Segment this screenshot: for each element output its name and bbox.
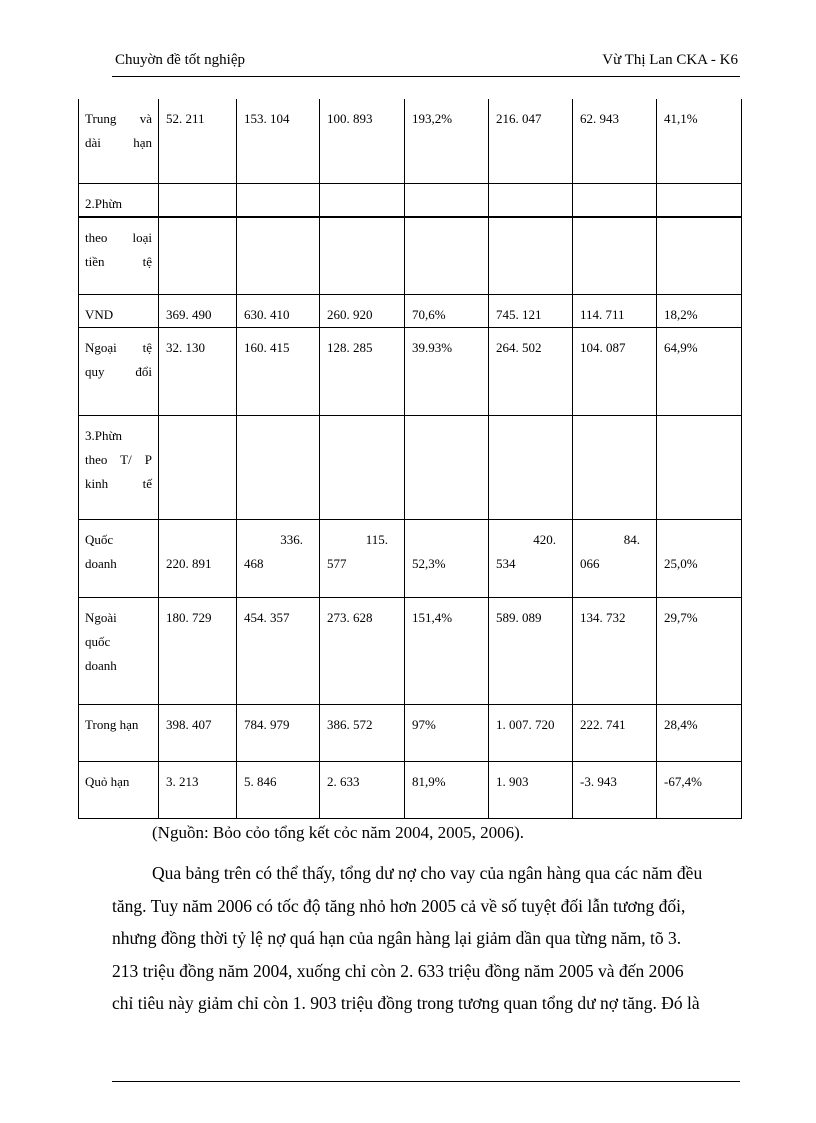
row-label-line: tiền tệ <box>85 253 152 269</box>
table-cell: 128. 285 <box>320 328 405 416</box>
table-cell <box>657 416 742 520</box>
table-cell: 1. 903 <box>489 762 573 819</box>
row-label-line: theo loại <box>85 229 152 245</box>
table-cell <box>405 416 489 520</box>
table-cell: 97% <box>405 705 489 762</box>
table-cell <box>159 217 237 295</box>
row-label-line: 3.Phừn <box>85 428 123 443</box>
row-label <box>79 762 159 819</box>
row-label <box>79 598 159 705</box>
table-cell <box>159 416 237 520</box>
table-row <box>79 705 742 762</box>
row-label <box>79 183 159 217</box>
table-cell: 260. 920 <box>320 295 405 328</box>
table-row <box>79 328 742 416</box>
table-cell <box>489 416 573 520</box>
paragraph-line: nhưng đồng thời tỷ lệ nợ quá hạn của ngân hàng lại giảm dần qua từng năm, tõ 3. <box>112 928 682 948</box>
table-cell: 264. 502 <box>489 328 573 416</box>
table-cell: 5. 846 <box>237 762 320 819</box>
row-label-line: quốc <box>85 634 111 649</box>
table-cell: 52,3% <box>405 520 489 598</box>
table-cell: 100. 893 <box>320 99 405 183</box>
body-paragraph <box>112 857 742 1020</box>
table-cell <box>159 183 237 217</box>
table-cell: -3. 943 <box>573 762 657 819</box>
loan-table <box>78 99 742 819</box>
table-cell-part: 115. <box>365 532 388 547</box>
table-cell: 28,4% <box>657 705 742 762</box>
table-cell <box>405 217 489 295</box>
table-cell <box>489 183 573 217</box>
table-cell: 41,1% <box>657 99 742 183</box>
table-row <box>79 520 742 598</box>
row-label-line: 2.Phừn <box>85 195 123 211</box>
table-cell: 153. 104 <box>237 99 320 183</box>
table-cell <box>573 217 657 295</box>
table-cell <box>657 183 742 217</box>
row-label-line: Quốc <box>85 532 114 547</box>
table-cell: 70,6% <box>405 295 489 328</box>
row-label-line: dài hạn <box>85 135 152 150</box>
table-cell <box>573 520 657 598</box>
paragraph-line: tăng. Tuy năm 2006 có tốc độ tăng nhỏ hơn 2005 cả về số tuyệt đối lẫn tương đối, <box>112 895 686 916</box>
row-label-line: Quỏ hạn <box>85 774 130 789</box>
table-cell <box>405 183 489 217</box>
table-cell <box>237 416 320 520</box>
row-label <box>79 520 159 598</box>
table-cell: 160. 415 <box>237 328 320 416</box>
table-row <box>79 598 742 705</box>
row-label-line: Trung và <box>85 111 152 126</box>
table-row <box>79 217 742 295</box>
table-cell: 104. 087 <box>573 328 657 416</box>
row-label-line: Ngoại tệ <box>85 340 152 355</box>
table-cell <box>320 217 405 295</box>
table-cell-part: 84. <box>623 532 640 547</box>
table-cell: 180. 729 <box>159 598 237 705</box>
table-cell <box>489 520 573 598</box>
footer-divider <box>112 1081 740 1082</box>
paragraph-line: Qua bảng trên có thể thấy, tổng dư nợ cho vay của ngân hàng qua các năm đều <box>152 863 703 883</box>
table-row <box>79 762 742 819</box>
row-label-line: doanh <box>85 658 117 673</box>
table-cell: 216. 047 <box>489 99 573 183</box>
table-cell: 3. 213 <box>159 762 237 819</box>
table-cell-part: 066 <box>580 556 600 571</box>
row-label-line: VND <box>85 307 114 322</box>
table-cell: 386. 572 <box>320 705 405 762</box>
row-label-line: theo T/ P <box>85 452 152 467</box>
table-row <box>79 416 742 520</box>
header-divider <box>112 76 740 77</box>
table-cell <box>573 183 657 217</box>
table-cell: 398. 407 <box>159 705 237 762</box>
table-cell: 630. 410 <box>237 295 320 328</box>
table-cell: 18,2% <box>657 295 742 328</box>
row-label-line: Trong hạn <box>85 717 139 732</box>
table-cell: 25,0% <box>657 520 742 598</box>
row-label <box>79 705 159 762</box>
row-label-line: doanh <box>85 556 117 571</box>
header-right-author: Vừ Thị Lan CKA - K6 <box>602 52 738 68</box>
table-cell: 32. 130 <box>159 328 237 416</box>
table-cell <box>320 183 405 217</box>
header-left-title: Chuyờn đề tốt nghiệp <box>115 52 246 68</box>
table-cell: 589. 089 <box>489 598 573 705</box>
table-cell <box>320 416 405 520</box>
row-label-line: Ngoài <box>85 610 117 625</box>
table-cell: 134. 732 <box>573 598 657 705</box>
table-cell-part: 468 <box>244 556 264 571</box>
table-cell: 52. 211 <box>159 99 237 183</box>
row-label <box>79 416 159 520</box>
row-label-line: kinh tế <box>85 476 152 491</box>
paragraph-line: 213 triệu đồng năm 2004, xuống chỉ còn 2. 633 triệu đồng năm 2005 và đến 2006 <box>112 960 684 981</box>
table-cell <box>237 217 320 295</box>
table-cell: 39.93% <box>405 328 489 416</box>
table-cell: 151,4% <box>405 598 489 705</box>
table-cell: 454. 357 <box>237 598 320 705</box>
table-cell: 81,9% <box>405 762 489 819</box>
source-note: (Nguồn: Bỏo cỏo tổng kết cỏc năm 2004, 2005, 2006). <box>152 823 525 842</box>
table-cell: 222. 741 <box>573 705 657 762</box>
table-cell-part: 420. <box>533 532 556 547</box>
table-cell: 745. 121 <box>489 295 573 328</box>
table-cell: 64,9% <box>657 328 742 416</box>
table-cell: -67,4% <box>657 762 742 819</box>
table-cell <box>657 217 742 295</box>
row-label <box>79 328 159 416</box>
table-cell <box>320 520 405 598</box>
row-label <box>79 295 159 328</box>
table-cell <box>237 520 320 598</box>
table-cell <box>573 416 657 520</box>
table-cell: 220. 891 <box>159 520 237 598</box>
table-cell: 29,7% <box>657 598 742 705</box>
row-label-line: quy đổi <box>85 364 152 379</box>
table-cell: 1. 007. 720 <box>489 705 573 762</box>
row-label <box>79 217 159 295</box>
paragraph-line: chỉ tiêu này giảm chỉ còn 1. 903 triệu đồng trong tương quan tổng dư nợ tăng. Đó là <box>112 993 700 1013</box>
table-cell-part: 336. <box>280 532 303 547</box>
table-cell: 369. 490 <box>159 295 237 328</box>
table-cell: 2. 633 <box>320 762 405 819</box>
table-row <box>79 295 742 328</box>
table-cell: 193,2% <box>405 99 489 183</box>
row-label <box>79 99 159 183</box>
table-cell-part: 534 <box>496 556 516 571</box>
table-cell: 784. 979 <box>237 705 320 762</box>
table-cell <box>489 217 573 295</box>
table-row <box>79 183 742 217</box>
table-cell <box>237 183 320 217</box>
table-cell: 273. 628 <box>320 598 405 705</box>
table-cell: 62. 943 <box>573 99 657 183</box>
table-cell: 114. 711 <box>573 295 657 328</box>
table-cell-part: 577 <box>327 556 347 571</box>
table-row <box>79 99 742 183</box>
